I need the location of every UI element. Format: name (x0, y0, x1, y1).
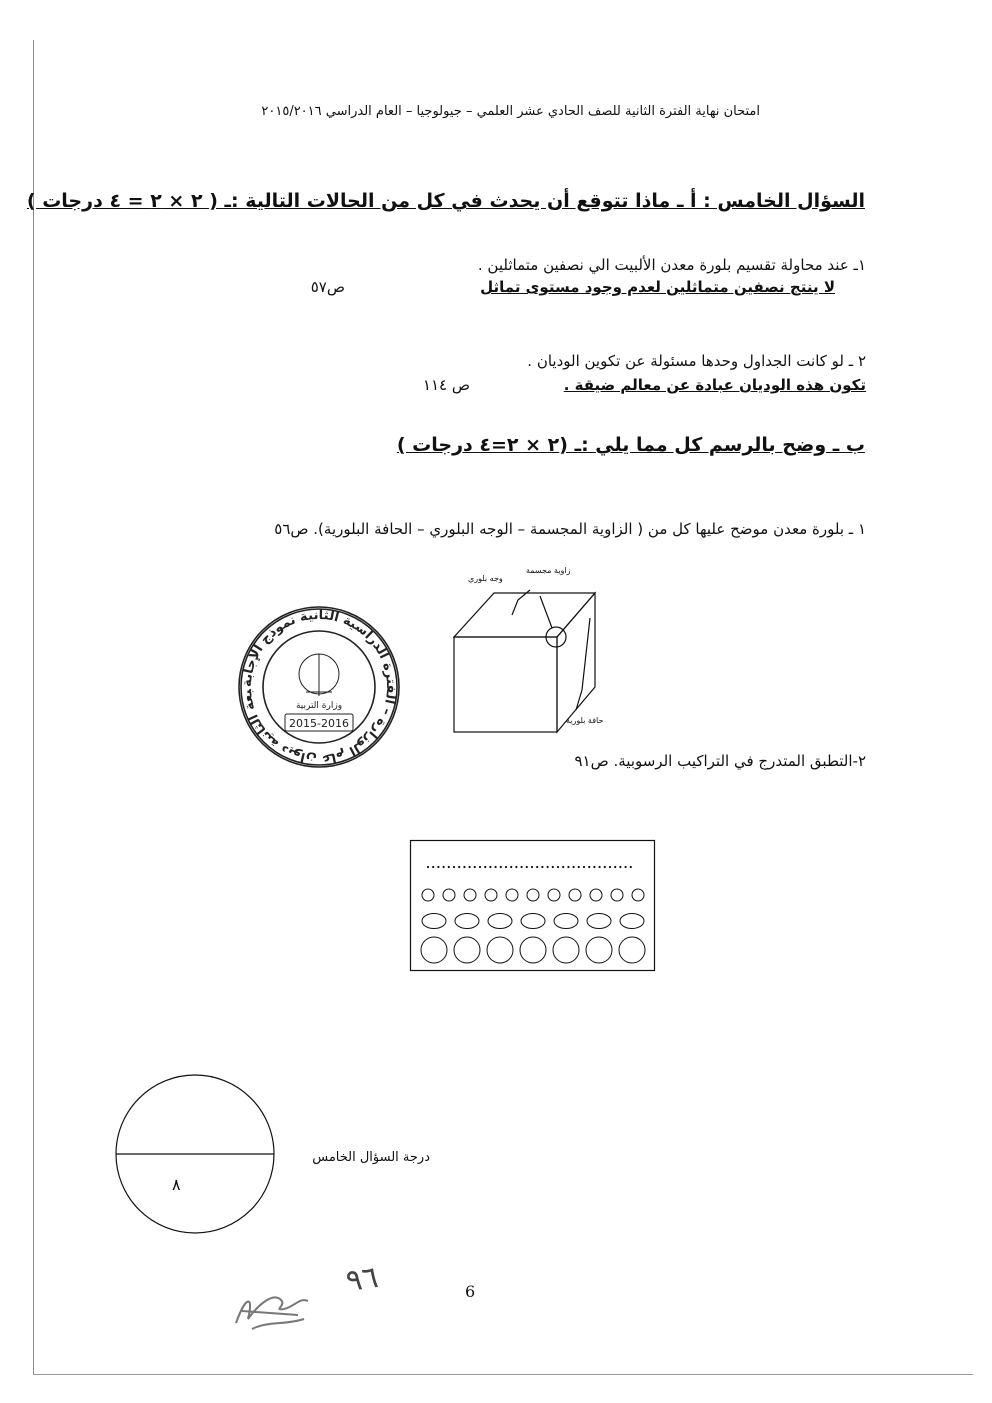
fine-grain (526, 866, 528, 868)
coarse-grain (454, 937, 480, 963)
fine-grain (557, 866, 559, 868)
coarse-grain (421, 937, 447, 963)
left-margin-line (33, 40, 34, 1375)
medium-grain (554, 914, 578, 929)
fine-grain (604, 866, 606, 868)
fine-grain (463, 866, 465, 868)
medium-grain (488, 914, 512, 929)
coarse-grain (520, 937, 546, 963)
crystal-diagram (440, 560, 610, 740)
small-grain-layer (422, 889, 644, 901)
fine-grain (469, 866, 471, 868)
fine-grain (484, 866, 486, 868)
small-grain (632, 889, 644, 901)
fine-grain (583, 866, 585, 868)
fine-grain (479, 866, 481, 868)
fine-grain (500, 866, 502, 868)
small-grain (485, 889, 497, 901)
bottom-border-line (33, 1374, 973, 1375)
fine-grain (448, 866, 450, 868)
page-number: 6 (465, 1282, 476, 1301)
fine-grain (474, 866, 476, 868)
grade-circle (115, 1074, 280, 1239)
part-b-title: ب ـ وضح بالرسم كل مما يلي :ـ (٢ × ٢=٤ درجات ) (396, 434, 865, 456)
stamp-year: 2015-2016 (289, 717, 349, 730)
part-b-item2-text: ٢-التطبق المتدرج في التراكيب الرسوبية. ص٩١ (574, 752, 866, 770)
medium-grain (587, 914, 611, 929)
fine-grain (625, 866, 627, 868)
fine-grain (562, 866, 564, 868)
small-grain (527, 889, 539, 901)
fine-grain (630, 866, 632, 868)
coarse-grain (586, 937, 612, 963)
coarse-grain (619, 937, 645, 963)
fine-grain (427, 866, 429, 868)
graded-bedding-diagram (410, 840, 660, 972)
coarse-grain (487, 937, 513, 963)
question5-grade-value: ٨ (172, 1175, 181, 1194)
fine-grain (437, 866, 439, 868)
medium-grain (455, 914, 479, 929)
fine-grain (489, 866, 491, 868)
question5-grade-label: درجة السؤال الخامس (312, 1150, 430, 1165)
medium-grain (422, 914, 446, 929)
question5-item2-text: ٢ ـ لو كانت الجداول وحدها مسئولة عن تكوين الوديان . (527, 352, 866, 370)
fine-grain (458, 866, 460, 868)
official-stamp (229, 593, 402, 770)
question5-item1-text: ١ـ عند محاولة تقسيم بلورة معدن الألبيت الي نصفين متماثلين . (477, 256, 866, 274)
crystal-edge-label: حافة بلورية (566, 716, 604, 725)
fine-grain-layer (427, 866, 632, 868)
crystal-top-face (454, 593, 595, 637)
fine-grain (614, 866, 616, 868)
fine-grain (573, 866, 575, 868)
fine-grain (521, 866, 523, 868)
medium-grain-layer (422, 914, 644, 929)
fine-grain (510, 866, 512, 868)
coarse-grain-layer (421, 937, 645, 963)
small-grain (569, 889, 581, 901)
small-grain (611, 889, 623, 901)
handwritten-number: ٩٦ (343, 1259, 381, 1300)
fine-grain (495, 866, 497, 868)
stamp-inner-text: وزارة التربية (295, 701, 343, 711)
fine-grain (609, 866, 611, 868)
fine-grain (541, 866, 543, 868)
question5-item2-page-ref: ص ١١٤ (422, 376, 470, 394)
stamp-outer-text: الطبعة الثانية ديوان عام الوزارة – الفترة الدراسية الثانية نموذج الإجابة (229, 593, 399, 767)
solid-angle-pointer (540, 596, 552, 628)
question5-title: السؤال الخامس : أ ـ ماذا تتوقع أن يحدث في كل من الحالات التالية :ـ ( ٢ × ٢ = ٤ درجات ) (26, 190, 865, 212)
fine-grain (515, 866, 517, 868)
crystal-side-face (557, 593, 595, 732)
solid-angle-label: زاوية مجسمة (526, 566, 571, 575)
exam-header: امتحان نهاية الفترة الثانية للصف الحادي عشر العلمي – جيولوجيا – العام الدراسي ٢٠١٥/٢٠١٦ (261, 104, 760, 119)
medium-grain (620, 914, 644, 929)
question5-item1-answer: لا ينتج نصفين متماثلين لعدم وجود مستوى تماثل (480, 278, 835, 296)
part-b-item1-text: ١ ـ بلورة معدن موضح عليها كل من ( الزاوية المجسمة – الوجه البلوري – الحافة البلورية). ص٥٦ (274, 520, 866, 538)
small-grain (443, 889, 455, 901)
fine-grain (505, 866, 507, 868)
fine-grain (453, 866, 455, 868)
crystal-face-pointer (512, 590, 530, 615)
small-grain (548, 889, 560, 901)
fine-grain (536, 866, 538, 868)
fine-grain (593, 866, 595, 868)
fine-grain (599, 866, 601, 868)
medium-grain (521, 914, 545, 929)
fine-grain (443, 866, 445, 868)
fine-grain (567, 866, 569, 868)
crystal-face-label: وجه بلوري (468, 574, 503, 583)
fine-grain (547, 866, 549, 868)
question5-item2-answer: تكون هذه الوديان عبادة عن معالم ضيقة . (563, 376, 866, 394)
small-grain (464, 889, 476, 901)
fine-grain (619, 866, 621, 868)
fine-grain (531, 866, 533, 868)
fine-grain (578, 866, 580, 868)
question5-item1-page-ref: ص٥٧ (310, 278, 345, 296)
small-grain (506, 889, 518, 901)
signature-scribble (228, 1275, 318, 1335)
coarse-grain (553, 937, 579, 963)
fine-grain (552, 866, 554, 868)
small-grain (422, 889, 434, 901)
fine-grain (588, 866, 590, 868)
fine-grain (432, 866, 434, 868)
crystal-front-face (454, 637, 557, 732)
small-grain (590, 889, 602, 901)
